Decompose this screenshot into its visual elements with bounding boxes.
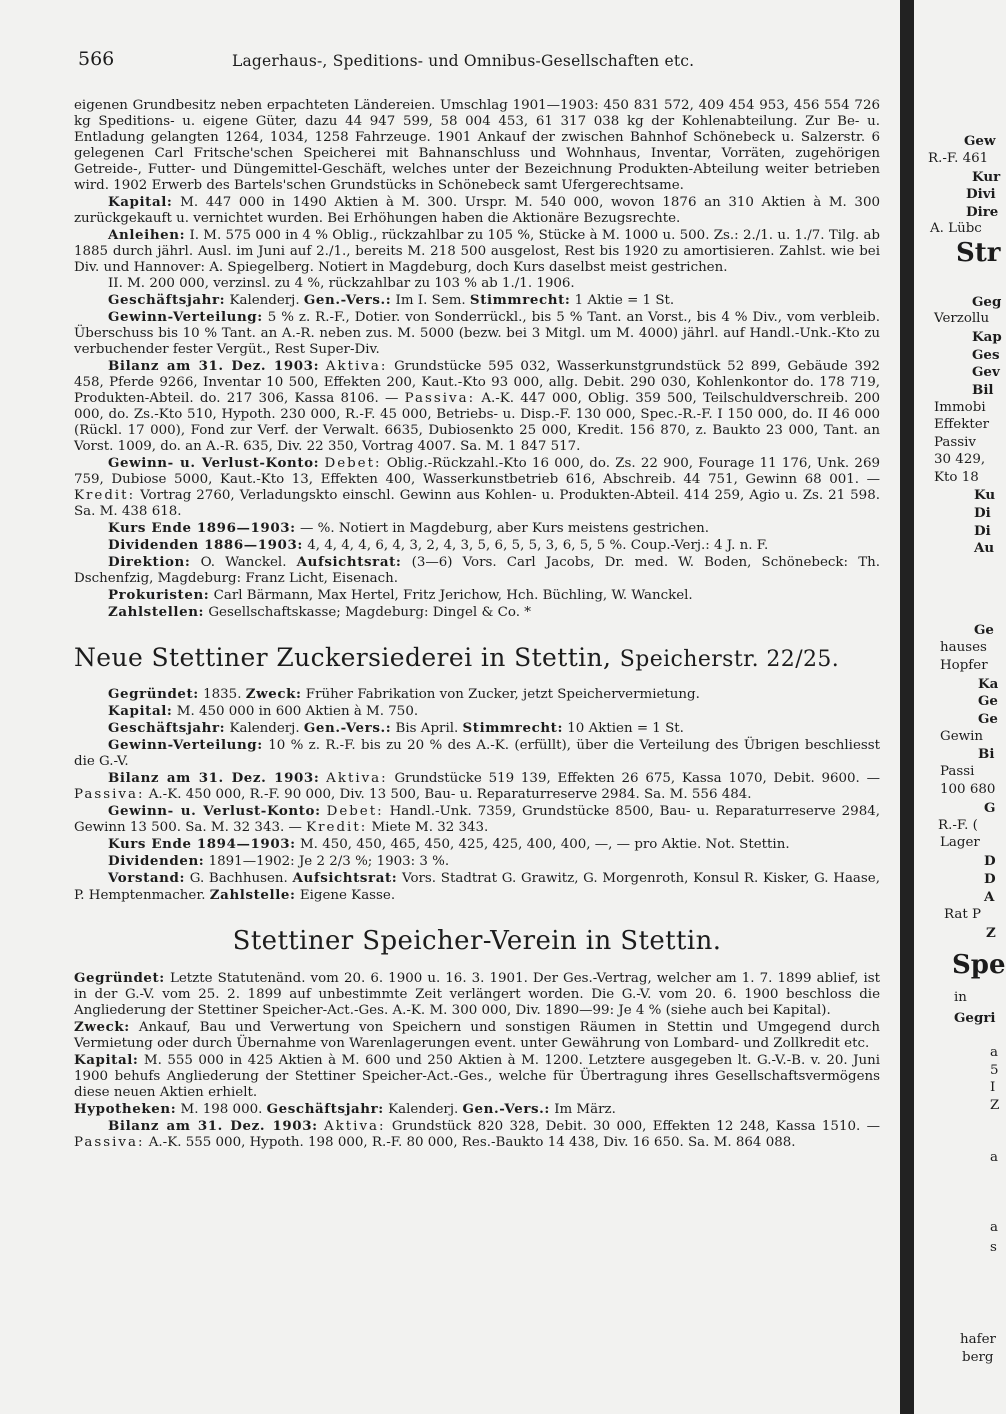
kapital-label: Kapital: [108,194,173,210]
s3-gegruendet [74,970,880,1019]
s3-zweck [74,1019,880,1052]
bilanz-label: Bilanz am 31. Dez. 1903: [108,1118,318,1134]
kurs-text: M. 450, 450, 465, 450, 425, 425, 400, 400, —, — pro Aktie. Not. Stettin. [299,837,790,852]
dividenden-label: Dividenden: [108,853,205,869]
side-fragment: Verzollu [934,311,990,326]
side-fragment: Di [974,523,991,539]
passiva-word: Passiva: [74,787,145,802]
side-fragment: A [984,889,995,905]
debet-word: Debet: [324,456,382,471]
gen-vers-label: Gen.-Vers.: [462,1101,550,1117]
side-fragment: D [984,853,996,869]
gewinnverteilung-label: Gewinn-Verteilung: [108,309,263,325]
stimmrecht-value: 10 Aktien = 1 St. [567,721,684,736]
side-fragment: Ka [978,676,999,692]
side-fragment: Str [956,238,1001,268]
running-title: Lagerhaus-, Speditions- und Omnibus-Gesellschaften etc. [232,52,695,70]
geschaeftsjahr-value: Kalenderj. [229,721,300,736]
s1-gewinnverteilung [74,309,880,358]
s3-kapital [74,1052,880,1101]
aktiva-word: Aktiva: [326,771,388,786]
dividenden-text: 4, 4, 4, 4, 6, 4, 3, 2, 4, 3, 5, 6, 5, 5, 3, 6, 5, 5 %. Coup.-Verj.: 4 J. n. F. [307,538,769,553]
side-fragment: Dire [966,204,999,220]
stimmrecht-label: Stimmrecht: [462,720,564,736]
side-fragment: Di [974,505,991,521]
bilanz-passiva: A.-K. 447 000, Oblig. 359 500, Teilschuldverschreib. 200 000, do. Zs.-Kto 510, Hypoth. 230 000, R.-F. 45 000, Betriebs- u. Disp.-F. 130 000, Spec.-R.-F. I 150 000, do. II 46 000 (Rückl. 17 000), Fond zur Verf. der Verwalt. 6635, Dubiosenkto 25 000, Kredit. 156 870, z. Baukto 23 000, Tant. an Vorst. 1009, do. an A.-R. 635, Div. 22 350, Vortrag 4007. Sa. M. 1 847 517. [74,391,880,454]
side-fragment: Hopfer [940,658,988,673]
s3-meta [74,1101,880,1118]
debet-word: Debet: [326,804,384,819]
passiva-word: Passiva: [74,1135,145,1150]
side-fragment: Immobi [934,400,986,415]
side-fragment: a [990,1045,998,1060]
page-number: 566 [78,48,115,70]
zweck-label: Zweck: [245,686,302,702]
side-fragment: hafer [960,1332,996,1347]
gewinnverteilung-text: 5 % z. R.-F., Dotier. von Sonderrückl., bis 5 % Tant. an Vorst., bis 4 % Div., vom verbleib. Überschuss bis 10 % Tant. an A.-R. neben zus. M. 5000 (bezw. bei 3 Mitgl. um M. 4000) jährl. auf Handl.-Unk.-Kto zu verbuchender fester Vergüt., Rest Super-Div. [74,310,880,357]
zweck-text: Früher Fabrikation von Zucker, jetzt Speichervermietung. [305,687,700,702]
kredit-word: Kredit: [74,488,136,503]
side-fragment: Ge [978,693,998,709]
guv-label: Gewinn- u. Verlust-Konto: [108,803,321,819]
zahlstellen-text: Gesellschaftskasse; Magdeburg: Dingel & Co. * [208,605,531,620]
side-fragment: Au [974,540,995,556]
zweck-label: Zweck: [74,1019,130,1035]
hypotheken-value: M. 198 000. [180,1102,263,1117]
vorstand-label: Vorstand: [108,870,185,886]
side-fragment: Gewin [940,729,983,744]
gen-vers-value: Im März. [554,1102,616,1117]
bilanz-aktiva: Grundstück 820 328, Debit. 30 000, Effekten 12 248, Kassa 1510. — [391,1119,880,1134]
bilanz-passiva: A.-K. 450 000, R.-F. 90 000, Div. 13 500, Bau- u. Reparaturreserve 2984. Sa. M. 556 484. [148,787,752,802]
side-fragment: R.-F. 461 [928,151,989,166]
side-fragment: 30 429, [934,452,986,467]
side-fragment: D [984,871,996,887]
s1-prokuristen [74,587,880,604]
aktiva-word: Aktiva: [325,359,388,374]
gegruendet-label: Gegründet: [74,970,165,986]
vorstand-text: G. Bachhusen. [189,871,288,886]
intro-paragraph: eigenen Grundbesitz neben erpachteten Ländereien. Umschlag 1901—1903: 450 831 572, 409 454 953, 456 554 726 kg Speditions- u. eigene Güter, dazu 44 947 599, 58 004 453, 61 317 038 kg der Kohlenabteilung. Zur Be- u. Entladung gelangten 1264, 1034, 1258 Fahrzeuge. 1901 Ankauf der zwischen Bahnhof Schönebeck u. Salzerstr. 6 gelegenen Carl Fritsche'schen Speicherei mit Bahnanschluss und Wohnhaus, Inventar, Vorräten, zugehörigen Getreide-, Futter- und Düngemittel-Geschäft, welches unter der Bezeichnung Produkten-Abteilung weiter betrieben wird. 1902 Erwerb des Bartels'schen Grundstücks in Schönebeck samt Ufergerechtsame. [74,98,880,193]
guv-debet: Handl.-Unk. 7359, Grundstücke 8500, Bau- u. Reparaturreserve 2984, Gewinn 13 500. Sa. M. 32 343. — [74,804,880,835]
side-fragment: Kur [972,169,1001,185]
s1-anleihen-2: II. M. 200 000, verzinsl. zu 4 %, rückzahlbar zu 103 % ab 1./1. 1906. [108,276,575,291]
s2-dividenden [74,853,880,870]
side-fragment: 5 [990,1063,999,1078]
side-fragment: I [990,1080,996,1095]
side-fragment: Divi [966,186,996,202]
gen-vers-value: Bis April. [395,721,459,736]
page-header [66,44,906,74]
s1-anleihen [74,227,880,276]
s3-bilanz [74,1118,880,1151]
side-fragment: a [990,1150,998,1165]
bilanz-aktiva: Grundstücke 519 139, Effekten 26 675, Kassa 1070, Debit. 9600. — [394,771,880,786]
side-fragment: Passiv [934,435,976,450]
kurs-label: Kurs Ende 1896—1903: [108,520,296,536]
s1-kapital [74,194,880,227]
kurs-text: — %. Notiert in Magdeburg, aber Kurs meistens gestrichen. [299,521,710,536]
side-fragment: Ku [974,487,996,503]
side-fragment: Kap [972,329,1002,345]
kredit-word: Kredit: [306,820,368,835]
kapital-label: Kapital: [74,1052,139,1068]
geschaeftsjahr-label: Geschäftsjahr: [108,292,226,308]
bilanz-aktiva: Grundstücke 595 032, Wasserkunstgrundstück 52 899, Gebäude 392 458, Pferde 9266, Inventar 10 500, Effekten 200, Kaut.-Kto 93 000, allg. Debit. 290 030, Kohlenkontor do. 178 719, Produkten-Abteil. do. 217 306, Kassa 8106. — [74,359,881,406]
guv-debet: Oblig.-Rückzahl.-Kto 16 000, do. Zs. 22 900, Fourage 11 176, Unk. 269 759, Dubiose 5000, Kaut.-Kto 13, Effekten 400, Wasserkunstbetrieb 616, Abschreib. 44 751, Gewinn 68 001. — [74,456,880,487]
heading-address: Speicherstr. 22/25. [619,647,840,672]
stimmrecht-value: 1 Aktie = 1 St. [574,293,675,308]
prokuristen-text: Carl Bärmann, Max Hertel, Fritz Jerichow, Hch. Büchling, W. Wanckel. [213,588,693,603]
gegruendet-label: Gegründet: [108,686,199,702]
hypotheken-label: Hypotheken: [74,1101,177,1117]
s1-meta [74,292,880,309]
zahlstelle-label: Zahlstelle: [209,887,296,903]
side-fragment: Ge [978,711,998,727]
s2-bilanz [74,770,880,803]
s2-vorstand [74,870,880,904]
side-fragment: hauses [940,640,987,655]
adjacent-page-strip [914,0,1006,1414]
side-fragment: Gew [964,133,996,149]
side-fragment: in [954,990,967,1005]
direktion-label: Direktion: [108,554,191,570]
gegruendet-text: 1835. [203,687,242,702]
gegruendet-text: Letzte Statutenänd. vom 20. 6. 1900 u. 16. 3. 1901. Der Ges.-Vertrag, welcher am 1. 7. 1899 ablief, ist in der G.-V. vom 25. 2. 1899 auf unbestimmte Zeit verlängert worden. Die G.-V. vom 20. 6. 1900 beschloss die Angliederung der Stettiner Speicher-Act.-Ges. A.-K. M. 300 000, Div. 1890—99: Je 4 % (siehe auch bei Kapital). [74,971,880,1018]
bilanz-label: Bilanz am 31. Dez. 1903: [108,358,320,374]
heading-name: Neue Stettiner Zuckersiederei in Stettin, [74,643,612,672]
side-fragment: Z [990,1098,1000,1113]
dividenden-label: Dividenden 1886—1903: [108,537,303,553]
side-fragment: Bil [972,382,994,398]
anleihen-text: I. M. 575 000 in 4 % Oblig., rückzahlbar zu 105 %, Stücke à M. 1000 u. 500. Zs.: 2./1. u. 1./7. Tilg. ab 1885 durch jährl. Ausl. im Juni auf 2./1., bereits M. 218 500 ausgelost, Rest bis 1920 zu amortisieren. Zahlst. wie bei Div. und Hannover: A. Spiegelberg. Notiert in Magdeburg, doch Kurs daselbst meist gestrichen. [74,228,880,275]
geschaeftsjahr-label: Geschäftsjahr: [108,720,226,736]
s1-bilanz [74,358,880,455]
kapital-label: Kapital: [108,703,173,719]
bilanz-passiva: A.-K. 555 000, Hypoth. 198 000, R.-F. 80 000, Res.-Baukto 14 438, Div. 16 650. Sa. M. 864 088. [148,1135,796,1150]
guv-kredit: Miete M. 32 343. [371,820,489,835]
main-column [74,98,880,1151]
side-fragment: Spe [952,950,1006,980]
side-fragment: Lager [940,835,980,850]
s1-kurs [74,520,880,537]
direktion-text: O. Wanckel. [200,555,287,570]
kapital-text: M. 450 000 in 600 Aktien à M. 750. [176,704,419,719]
side-fragment: R.-F. ( [938,818,978,833]
side-fragment: Gegri [954,1010,996,1026]
section-heading-zuckersiederei [74,643,880,672]
s1-zahlstellen [74,604,880,621]
side-fragment: Bi [978,746,995,762]
side-fragment: a [990,1220,998,1235]
side-fragment: Kto 18 [934,470,979,485]
kurs-label: Kurs Ende 1894—1903: [108,836,296,852]
geschaeftsjahr-label: Geschäftsjahr: [266,1101,384,1117]
gewinnverteilung-label: Gewinn-Verteilung: [108,737,263,753]
zahlstelle-text: Eigene Kasse. [299,888,396,903]
side-fragment: G [984,800,996,816]
aufsichtsrat-text: (3—6) Vors. Carl Jacobs, Dr. med. W. Boden, Schönebeck: Th. Dschenfzig, Magdeburg: Franz Licht, Eisenach. [74,555,881,586]
gen-vers-value: Im I. Sem. [395,293,466,308]
zweck-text: Ankauf, Bau und Verwertung von Speichern und sonstigen Räumen in Stettin und Umgegend durch Vermietung oder durch Übernahme von Warenlagerungen event. unter Gewährung von Lombard- und Zollkredit etc. [74,1020,880,1051]
side-fragment: A. Lübc [930,221,982,236]
side-fragment: Ge [974,622,994,638]
s1-guv [74,455,880,520]
dividenden-text: 1891—1902: Je 2 2/3 %; 1903: 3 %. [208,854,450,869]
s2-meta [74,720,880,737]
s2-kurs [74,836,880,853]
kapital-text: M. 447 000 in 1490 Aktien à M. 300. Urspr. M. 540 000, wovon 1876 an 310 Aktien à M. 300 zurückgekauft u. vernichtet wurden. Bei Erhöhungen haben die Aktionäre Bezugsrechte. [74,195,880,226]
side-fragment: Rat P [944,907,982,922]
side-fragment: Ges [972,347,1000,363]
guv-kredit: Vortrag 2760, Verladungskto einschl. Gewinn aus Kohlen- u. Produkten-Abteil. 414 259, Agio u. Zs. 21 598. Sa. M. 438 618. [74,488,880,519]
section-heading-speicher-verein: Stettiner Speicher-Verein in Stettin. [232,926,722,956]
s2-gewinnverteilung [74,737,880,770]
side-fragment: Geg [972,294,1002,310]
aufsichtsrat-label: Aufsichtsrat: [292,870,398,886]
s2-gegruendet [74,686,880,703]
s1-dividenden [74,537,880,554]
geschaeftsjahr-value: Kalenderj. [388,1102,459,1117]
bilanz-label: Bilanz am 31. Dez. 1903: [108,770,320,786]
guv-label: Gewinn- u. Verlust-Konto: [108,455,320,471]
side-fragment: Gev [972,364,1000,380]
side-fragment: berg [962,1350,994,1365]
passiva-word: Passiva: [404,391,476,406]
aufsichtsrat-text: Vors. Stadtrat G. Grawitz, G. Morgenroth, Konsul R. Kisker, G. Haase, P. Hemptenmacher. [74,871,880,903]
side-fragment: Effekter [934,417,990,432]
side-fragment: Z [986,925,996,941]
kapital-text: M. 555 000 in 425 Aktien à M. 600 und 250 Aktien à M. 1200. Letztere ausgegeben lt. G.-V.-B. v. 20. Juni 1900 behufs Angliederung der Stettiner Speicher-Act.-Ges., welche für Übertragung ihres Gesellschaftsvermögens diese neuen Aktien erhielt. [74,1053,880,1100]
s1-direktion [74,554,880,587]
gen-vers-label: Gen.-Vers.: [303,292,392,308]
prokuristen-label: Prokuristen: [108,587,210,603]
s2-kapital [74,703,880,720]
anleihen-label: Anleihen: [108,227,186,243]
zahlstellen-label: Zahlstellen: [108,604,205,620]
aufsichtsrat-label: Aufsichtsrat: [296,554,402,570]
s2-guv [74,803,880,836]
gen-vers-label: Gen.-Vers.: [303,720,392,736]
gewinnverteilung-text: 10 % z. R.-F. bis zu 20 % des A.-K. (erfüllt), über die Verteilung des Übrigen beschliesst die G.-V. [74,738,880,769]
side-fragment: s [990,1240,997,1255]
side-fragment: Passi [940,764,975,779]
geschaeftsjahr-value: Kalenderj. [229,293,300,308]
side-fragment: 100 680 [940,782,996,797]
column-gutter-rule [900,0,914,1414]
stimmrecht-label: Stimmrecht: [469,292,571,308]
aktiva-word: Aktiva: [324,1119,386,1134]
